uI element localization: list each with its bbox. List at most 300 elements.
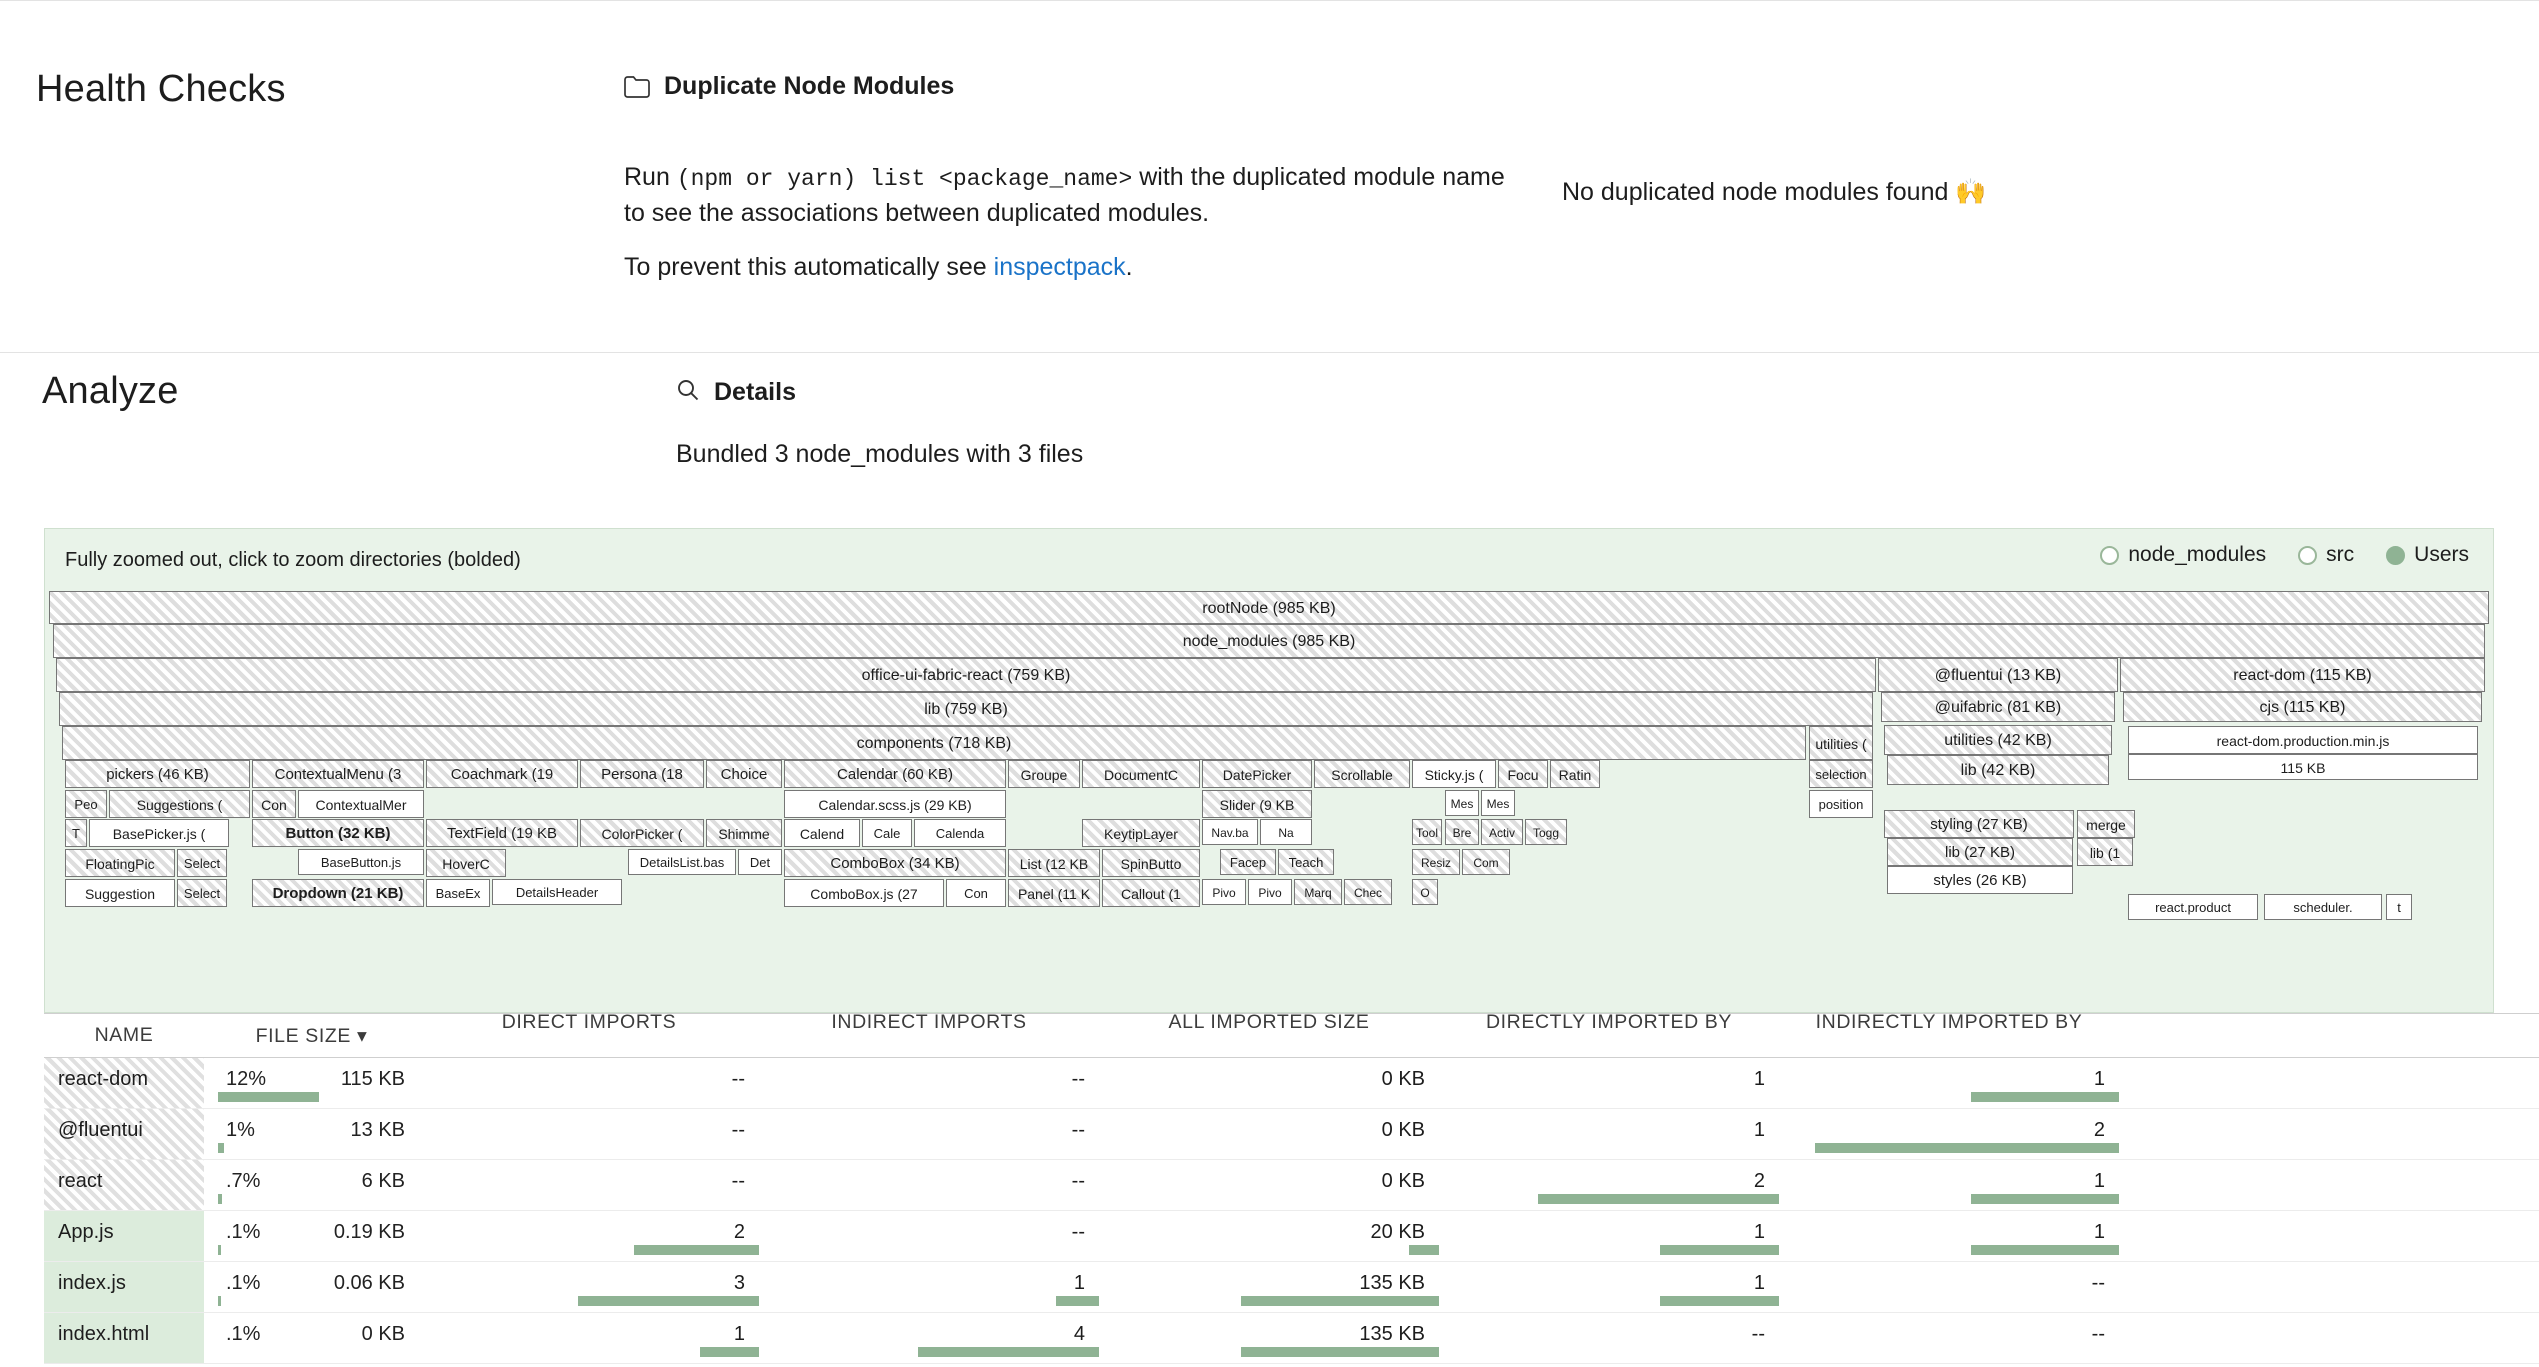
direct-imports-value: 3 bbox=[733, 1272, 745, 1294]
cell-indirect-imports bbox=[759, 1058, 1099, 1108]
treemap-node[interactable] bbox=[2077, 810, 2135, 838]
cell-directly-imported-by bbox=[1439, 1211, 1779, 1261]
table-row[interactable] bbox=[44, 1211, 2539, 1262]
all-imported-size-value: 135 KB bbox=[1359, 1323, 1425, 1345]
treemap-node[interactable] bbox=[1878, 658, 2118, 692]
treemap-node-label: Mes bbox=[1486, 797, 1510, 811]
treemap-node[interactable] bbox=[2128, 894, 2258, 920]
treemap-node[interactable] bbox=[580, 819, 704, 847]
legend-label-users: Users bbox=[2414, 543, 2469, 566]
treemap-node-label: Calendar (60 KB) bbox=[837, 766, 953, 783]
treemap-node[interactable] bbox=[65, 790, 107, 818]
treemap-node[interactable] bbox=[628, 849, 736, 875]
treemap-node[interactable] bbox=[1887, 838, 2073, 866]
health-prevent-suffix: . bbox=[1125, 253, 1133, 281]
treemap-node[interactable] bbox=[1102, 879, 1200, 907]
treemap-node[interactable] bbox=[1202, 790, 1312, 818]
treemap-node-label: Na bbox=[1278, 826, 1294, 840]
treemap-node-label: Cale bbox=[873, 826, 901, 841]
treemap-node-label: Teach bbox=[1288, 855, 1324, 870]
radio-users[interactable] bbox=[2386, 546, 2405, 565]
treemap-node[interactable] bbox=[1344, 879, 1392, 905]
treemap-node-label: Activ bbox=[1488, 826, 1515, 840]
all-imported-size-value: 0 KB bbox=[1381, 1119, 1425, 1141]
column-header-indirectly-imported-by[interactable]: INDIRECTLY IMPORTED BY bbox=[1815, 1010, 2083, 1033]
column-header-indirect-imports[interactable]: INDIRECT IMPORTS bbox=[831, 1010, 1027, 1033]
treemap-node[interactable] bbox=[1202, 879, 1246, 905]
directly-imported-by-value: 1 bbox=[1753, 1068, 1765, 1090]
treemap-node[interactable] bbox=[862, 819, 912, 847]
direct-imports-bar bbox=[634, 1245, 759, 1255]
treemap-node-label: Mes bbox=[1450, 797, 1474, 811]
treemap-node[interactable] bbox=[1412, 819, 1442, 845]
column-header-name[interactable]: NAME bbox=[94, 1024, 154, 1046]
table-row[interactable] bbox=[44, 1262, 2539, 1313]
treemap-node[interactable] bbox=[1462, 849, 1510, 875]
treemap-node-label: O bbox=[1420, 886, 1430, 900]
cell-all-imported-size bbox=[1099, 1109, 1439, 1159]
table-body[interactable] bbox=[44, 1058, 2539, 1364]
treemap-node-label: List (12 KB bbox=[1019, 856, 1089, 872]
treemap-node-label: BaseButton.js bbox=[320, 855, 402, 870]
treemap-node-label: Scrollable bbox=[1331, 767, 1393, 783]
cell-name[interactable] bbox=[44, 1313, 204, 1363]
search-icon bbox=[676, 378, 700, 407]
treemap-node[interactable] bbox=[2077, 838, 2133, 866]
treemap-node[interactable] bbox=[2120, 658, 2485, 692]
direct-imports-value: 2 bbox=[733, 1221, 745, 1243]
cell-name[interactable] bbox=[44, 1058, 204, 1108]
treemap-node[interactable] bbox=[784, 760, 1006, 788]
file-size-percent: .1% bbox=[226, 1272, 261, 1294]
treemap-node[interactable] bbox=[784, 849, 1006, 877]
treemap-node-label: lib (42 KB) bbox=[1960, 762, 2036, 779]
cell-indirectly-imported-by bbox=[1779, 1109, 2119, 1159]
treemap-panel[interactable] bbox=[44, 528, 2494, 1013]
treemap-node[interactable] bbox=[298, 849, 424, 875]
column-header-directly-imported-by[interactable]: DIRECTLY IMPORTED BY bbox=[1485, 1010, 1733, 1033]
treemap-node[interactable] bbox=[426, 879, 490, 907]
cell-file-size bbox=[204, 1058, 419, 1108]
health-prevent-line bbox=[624, 253, 1133, 282]
file-size-bar bbox=[218, 1194, 222, 1204]
treemap-node-label: Suggestions ( bbox=[136, 797, 223, 813]
treemap-node-label: KeytipLayer bbox=[1104, 826, 1178, 842]
treemap-node[interactable] bbox=[1008, 849, 1100, 877]
treemap-node[interactable] bbox=[580, 760, 704, 788]
indirectly-imported-by-bar bbox=[1971, 1092, 2120, 1102]
cell-all-imported-size bbox=[1099, 1262, 1439, 1312]
treemap-node-label: Com bbox=[1473, 856, 1499, 870]
column-header-file-size[interactable] bbox=[204, 1024, 419, 1048]
treemap-node-label: Select bbox=[183, 856, 221, 871]
treemap-node-label: Callout (1 bbox=[1121, 886, 1181, 902]
treemap-node[interactable] bbox=[109, 790, 250, 818]
treemap-node-label: Nav.ba bbox=[1211, 826, 1249, 840]
cell-file-size bbox=[204, 1160, 419, 1210]
cell-directly-imported-by bbox=[1439, 1160, 1779, 1210]
treemap-node[interactable] bbox=[177, 849, 227, 877]
treemap-node-label: lib (27 KB) bbox=[1944, 844, 2016, 861]
treemap-node[interactable] bbox=[784, 790, 1006, 818]
table-header-row bbox=[44, 1010, 2539, 1058]
treemap-node-label: utilities (42 KB) bbox=[1944, 732, 2052, 749]
treemap-node[interactable] bbox=[914, 819, 1006, 847]
legend-users[interactable] bbox=[2386, 543, 2469, 567]
treemap-node[interactable] bbox=[738, 849, 782, 875]
all-imported-size-bar bbox=[1409, 1245, 1439, 1255]
treemap-legend[interactable] bbox=[2078, 543, 2469, 567]
treemap-node-label: Suggestion bbox=[84, 886, 156, 902]
treemap-node[interactable] bbox=[426, 819, 578, 847]
treemap-node[interactable] bbox=[252, 879, 424, 907]
treemap-node[interactable] bbox=[1008, 879, 1100, 907]
treemap-node-label: ComboBox.js (27 bbox=[810, 886, 918, 902]
treemap-node-label: TextField (19 KB bbox=[446, 825, 558, 842]
details-header bbox=[676, 378, 796, 407]
module-name: index.html bbox=[58, 1323, 150, 1345]
treemap-node[interactable] bbox=[1809, 760, 1873, 788]
health-instructions bbox=[624, 160, 1524, 231]
section-divider bbox=[0, 352, 2539, 353]
indirectly-imported-by-value: 1 bbox=[2093, 1068, 2105, 1090]
treemap-node-label: Groupe bbox=[1020, 767, 1068, 783]
treemap-node[interactable] bbox=[2128, 754, 2478, 780]
treemap-node-label: Coachmark (19 bbox=[450, 766, 554, 783]
treemap-node[interactable] bbox=[1884, 810, 2074, 838]
file-size-percent: .1% bbox=[226, 1323, 261, 1345]
health-checks-title: Health Checks bbox=[36, 68, 286, 110]
cell-directly-imported-by bbox=[1439, 1262, 1779, 1312]
cell-name[interactable] bbox=[44, 1262, 204, 1312]
all-imported-size-value: 20 KB bbox=[1370, 1221, 1425, 1243]
cell-indirectly-imported-by bbox=[1779, 1313, 2119, 1363]
treemap-node[interactable] bbox=[65, 760, 250, 788]
sort-chevron-icon: ▾ bbox=[356, 1024, 368, 1047]
file-size-percent: 1% bbox=[226, 1119, 255, 1141]
directly-imported-by-bar bbox=[1660, 1296, 1779, 1306]
treemap-node[interactable] bbox=[1082, 819, 1200, 847]
cell-direct-imports bbox=[419, 1313, 759, 1363]
file-size-value: 0.06 KB bbox=[333, 1272, 405, 1294]
modules-table[interactable] bbox=[44, 1010, 2539, 1364]
treemap-node-label: DetailsList.bas bbox=[639, 855, 725, 870]
file-size-percent: .1% bbox=[226, 1221, 261, 1243]
treemap-node-label: office-ui-fabric-react (759 KB) bbox=[861, 667, 1071, 684]
analyze-title: Analyze bbox=[42, 370, 179, 412]
treemap-node[interactable] bbox=[1202, 760, 1312, 788]
treemap-node-label: styles (26 KB) bbox=[1933, 872, 2027, 889]
treemap-node-label: Facep bbox=[1229, 855, 1267, 870]
indirectly-imported-by-value: 1 bbox=[2093, 1170, 2105, 1192]
treemap-node[interactable] bbox=[1102, 849, 1200, 877]
file-size-value: 0.19 KB bbox=[333, 1221, 405, 1243]
treemap-node-label: BasePicker.js ( bbox=[112, 826, 206, 842]
treemap-node[interactable] bbox=[1445, 790, 1479, 816]
indirect-imports-value: -- bbox=[1071, 1221, 1085, 1243]
treemap-node[interactable] bbox=[1525, 819, 1567, 845]
treemap-node-label: react-dom (115 KB) bbox=[2233, 667, 2372, 684]
indirect-imports-value: 1 bbox=[1073, 1272, 1085, 1294]
treemap-node[interactable] bbox=[2123, 692, 2482, 722]
treemap-node[interactable] bbox=[1412, 849, 1460, 875]
cell-indirect-imports bbox=[759, 1160, 1099, 1210]
legend-label-node-modules: node_modules bbox=[2128, 543, 2267, 566]
treemap-node-label: lib (1 bbox=[2089, 845, 2121, 861]
treemap-node[interactable] bbox=[49, 591, 2489, 624]
treemap-node-label: Togg bbox=[1532, 826, 1560, 840]
treemap-node[interactable] bbox=[1248, 879, 1292, 905]
folder-icon bbox=[624, 76, 650, 98]
treemap-node-label: Calendar.scss.js (29 KB) bbox=[818, 797, 972, 813]
all-imported-size-value: 0 KB bbox=[1381, 1068, 1425, 1090]
treemap-node-label: BaseEx bbox=[435, 886, 481, 901]
cell-direct-imports bbox=[419, 1160, 759, 1210]
table-row[interactable] bbox=[44, 1058, 2539, 1109]
directly-imported-by-value: 1 bbox=[1753, 1272, 1765, 1294]
inspectpack-link[interactable]: inspectpack bbox=[993, 253, 1126, 281]
cell-name[interactable] bbox=[44, 1211, 204, 1261]
treemap-node[interactable] bbox=[177, 879, 227, 907]
cell-directly-imported-by bbox=[1439, 1109, 1779, 1159]
treemap-node-label: lib (759 KB) bbox=[924, 701, 1008, 718]
duplicate-status-text: No duplicated node modules found 🙌 bbox=[1562, 178, 1987, 206]
treemap-node-label: Persona (18 bbox=[601, 766, 683, 783]
treemap-node[interactable] bbox=[1082, 760, 1200, 788]
treemap-node[interactable] bbox=[1809, 726, 1873, 760]
treemap-node-label: Choice bbox=[720, 766, 768, 783]
treemap-node-label: rootNode (985 KB) bbox=[1202, 600, 1336, 617]
indirect-imports-value: 4 bbox=[1073, 1323, 1085, 1345]
duplicate-node-modules-label: Duplicate Node Modules bbox=[664, 72, 955, 100]
treemap-node[interactable] bbox=[1314, 760, 1410, 788]
treemap-node[interactable] bbox=[426, 760, 578, 788]
indirectly-imported-by-value: -- bbox=[2091, 1323, 2105, 1345]
module-name: index.js bbox=[58, 1272, 126, 1294]
module-name: react-dom bbox=[58, 1068, 149, 1090]
file-size-percent: .7% bbox=[226, 1170, 261, 1192]
treemap-node[interactable] bbox=[1887, 866, 2073, 894]
treemap-node-label: Con bbox=[964, 886, 988, 901]
treemap-node[interactable] bbox=[946, 879, 1006, 907]
treemap-node[interactable] bbox=[65, 849, 175, 877]
bundle-summary: Bundled 3 node_modules with 3 files bbox=[676, 440, 1084, 468]
directly-imported-by-value: 1 bbox=[1753, 1221, 1765, 1243]
file-size-bar bbox=[218, 1143, 224, 1153]
radio-node-modules[interactable] bbox=[2100, 546, 2119, 565]
cell-name[interactable] bbox=[44, 1109, 204, 1159]
treemap-node[interactable] bbox=[1220, 849, 1276, 875]
treemap-node[interactable] bbox=[1887, 755, 2109, 785]
treemap-node[interactable] bbox=[252, 790, 296, 818]
treemap-node-label: styling (27 KB) bbox=[1930, 816, 2028, 833]
all-imported-size-bar bbox=[1241, 1296, 1439, 1306]
treemap-node[interactable] bbox=[1809, 790, 1873, 818]
cell-direct-imports bbox=[419, 1262, 759, 1312]
cell-name[interactable] bbox=[44, 1160, 204, 1210]
treemap-node-label: react-dom.production.min.js bbox=[2216, 733, 2390, 749]
treemap-node-label: 115 KB bbox=[2280, 760, 2326, 776]
health-instructions-suffix: with the duplicated module name to see the associations between duplicated modules. bbox=[624, 163, 1505, 227]
cell-file-size bbox=[204, 1211, 419, 1261]
legend-src[interactable] bbox=[2298, 543, 2354, 567]
cell-indirect-imports bbox=[759, 1211, 1099, 1261]
directly-imported-by-value: 1 bbox=[1753, 1119, 1765, 1141]
treemap-node-label: Button (32 KB) bbox=[285, 825, 391, 842]
cell-file-size bbox=[204, 1109, 419, 1159]
treemap-node[interactable] bbox=[1008, 760, 1080, 788]
treemap-node[interactable] bbox=[784, 879, 944, 907]
file-size-bar bbox=[218, 1296, 221, 1306]
treemap-node[interactable] bbox=[2264, 894, 2382, 920]
indirectly-imported-by-bar bbox=[1815, 1143, 2119, 1153]
treemap-node-label: scheduler. bbox=[2293, 900, 2353, 915]
treemap-node-label: Det bbox=[749, 855, 771, 870]
treemap-node-label: merge bbox=[2086, 817, 2126, 833]
indirect-imports-bar bbox=[918, 1347, 1100, 1357]
module-name: App.js bbox=[58, 1221, 114, 1243]
cell-direct-imports bbox=[419, 1211, 759, 1261]
indirectly-imported-by-bar bbox=[1971, 1245, 2120, 1255]
treemap-node-label: Pivo bbox=[1212, 886, 1236, 900]
cell-all-imported-size bbox=[1099, 1058, 1439, 1108]
treemap-node-label: ColorPicker ( bbox=[601, 826, 683, 842]
table-row[interactable] bbox=[44, 1313, 2539, 1364]
treemap-node-label: Pivo bbox=[1258, 886, 1282, 900]
treemap-node[interactable] bbox=[53, 624, 2485, 658]
indirect-imports-value: -- bbox=[1071, 1170, 1085, 1192]
column-header-all-imported-size[interactable]: ALL IMPORTED SIZE bbox=[1168, 1010, 1370, 1033]
health-command: (npm or yarn) list <package_name> bbox=[676, 166, 1133, 192]
treemap-node[interactable] bbox=[1278, 849, 1334, 875]
directly-imported-by-bar bbox=[1660, 1245, 1779, 1255]
treemap-node[interactable] bbox=[62, 726, 1806, 760]
indirectly-imported-by-value: 1 bbox=[2093, 1221, 2105, 1243]
treemap-node-label: Con bbox=[261, 797, 287, 813]
treemap-node[interactable] bbox=[59, 692, 1873, 726]
treemap-node-label: ComboBox (34 KB) bbox=[830, 855, 960, 872]
treemap-node[interactable] bbox=[1412, 760, 1496, 788]
column-header-file-size-label: FILE SIZE bbox=[255, 1024, 351, 1047]
treemap-node[interactable] bbox=[65, 879, 175, 907]
indirect-imports-bar bbox=[1056, 1296, 1099, 1306]
cell-directly-imported-by bbox=[1439, 1058, 1779, 1108]
treemap-node[interactable] bbox=[1294, 879, 1342, 905]
treemap-node-label: Resiz bbox=[1420, 856, 1451, 870]
file-size-value: 115 KB bbox=[340, 1068, 405, 1090]
cell-indirectly-imported-by bbox=[1779, 1262, 2119, 1312]
cell-indirectly-imported-by bbox=[1779, 1211, 2119, 1261]
treemap-node[interactable] bbox=[252, 819, 424, 847]
directly-imported-by-bar bbox=[1538, 1194, 1779, 1204]
treemap-node-label: SpinButto bbox=[1120, 856, 1182, 872]
treemap-node[interactable] bbox=[1884, 725, 2112, 755]
treemap-node-label: components (718 KB) bbox=[856, 735, 1012, 752]
treemap-node[interactable] bbox=[1881, 692, 2115, 722]
treemap-node[interactable] bbox=[1445, 819, 1479, 845]
cell-file-size bbox=[204, 1262, 419, 1312]
treemap-node[interactable] bbox=[1498, 760, 1548, 788]
cell-indirectly-imported-by bbox=[1779, 1160, 2119, 1210]
column-header-direct-imports[interactable]: DIRECT IMPORTS bbox=[501, 1010, 677, 1033]
treemap-node-label: cjs (115 KB) bbox=[2259, 699, 2346, 716]
cell-indirect-imports bbox=[759, 1262, 1099, 1312]
cell-direct-imports bbox=[419, 1109, 759, 1159]
treemap-node[interactable] bbox=[706, 819, 782, 847]
file-size-bar bbox=[218, 1092, 319, 1102]
treemap-node-label: FloatingPic bbox=[85, 856, 155, 872]
treemap-node[interactable] bbox=[426, 849, 506, 877]
radio-src[interactable] bbox=[2298, 546, 2317, 565]
indirect-imports-value: -- bbox=[1071, 1119, 1085, 1141]
treemap-node[interactable] bbox=[706, 760, 782, 788]
indirectly-imported-by-value: 2 bbox=[2093, 1119, 2105, 1141]
treemap-node-label: node_modules (985 KB) bbox=[1182, 633, 1356, 650]
treemap-node-label: DatePicker bbox=[1222, 767, 1292, 783]
treemap-node-label: Bre bbox=[1452, 826, 1472, 840]
treemap-node[interactable] bbox=[1481, 819, 1523, 845]
treemap-node-label: Tool bbox=[1415, 826, 1438, 840]
treemap-node-label: Panel (11 K bbox=[1017, 886, 1091, 902]
treemap-node[interactable] bbox=[65, 819, 87, 847]
top-divider bbox=[0, 0, 2539, 1]
cell-all-imported-size bbox=[1099, 1160, 1439, 1210]
indirect-imports-value: -- bbox=[1071, 1068, 1085, 1090]
treemap-node[interactable] bbox=[784, 819, 860, 847]
treemap-node-label: ContextualMer bbox=[315, 797, 407, 813]
treemap-node[interactable] bbox=[1202, 819, 1258, 845]
module-name: react bbox=[58, 1170, 103, 1192]
cell-all-imported-size bbox=[1099, 1211, 1439, 1261]
treemap-node[interactable] bbox=[252, 760, 424, 788]
direct-imports-value: 1 bbox=[733, 1323, 745, 1345]
cell-all-imported-size bbox=[1099, 1313, 1439, 1363]
treemap-node-label: Focu bbox=[1507, 767, 1539, 783]
cell-indirect-imports bbox=[759, 1109, 1099, 1159]
cell-directly-imported-by bbox=[1439, 1313, 1779, 1363]
treemap-node[interactable] bbox=[492, 879, 622, 905]
treemap-node-label: react.product bbox=[2155, 900, 2231, 915]
duplicate-node-modules-header bbox=[624, 72, 954, 101]
indirectly-imported-by-bar bbox=[1971, 1194, 2120, 1204]
details-label: Details bbox=[714, 378, 796, 406]
treemap-node-label: Chec bbox=[1353, 886, 1382, 900]
table-row[interactable] bbox=[44, 1109, 2539, 1160]
legend-node-modules[interactable] bbox=[2100, 543, 2266, 567]
treemap-node-label: position bbox=[1818, 797, 1864, 812]
directly-imported-by-value: -- bbox=[1751, 1323, 1765, 1345]
treemap-node-label: t bbox=[2397, 900, 2401, 915]
treemap-node[interactable] bbox=[1412, 879, 1438, 905]
all-imported-size-bar bbox=[1241, 1347, 1439, 1357]
treemap-node-label: Marq bbox=[1304, 886, 1332, 900]
indirectly-imported-by-value: -- bbox=[2091, 1272, 2105, 1294]
treemap-node[interactable] bbox=[56, 658, 1876, 692]
treemap-node[interactable] bbox=[1481, 790, 1515, 816]
treemap-node[interactable] bbox=[1260, 819, 1312, 845]
table-row[interactable] bbox=[44, 1160, 2539, 1211]
treemap-node[interactable] bbox=[2128, 726, 2478, 754]
treemap-node-label: Select bbox=[183, 886, 221, 901]
treemap-node[interactable] bbox=[2386, 894, 2412, 920]
all-imported-size-value: 135 KB bbox=[1359, 1272, 1425, 1294]
treemap-node-label: Shimme bbox=[718, 826, 770, 842]
treemap-node[interactable] bbox=[298, 790, 424, 818]
treemap-node[interactable] bbox=[1550, 760, 1600, 788]
treemap-node-label: @fluentui (13 KB) bbox=[1934, 667, 2062, 684]
treemap-node[interactable] bbox=[89, 819, 229, 847]
treemap-node-label: Peo bbox=[74, 797, 98, 812]
